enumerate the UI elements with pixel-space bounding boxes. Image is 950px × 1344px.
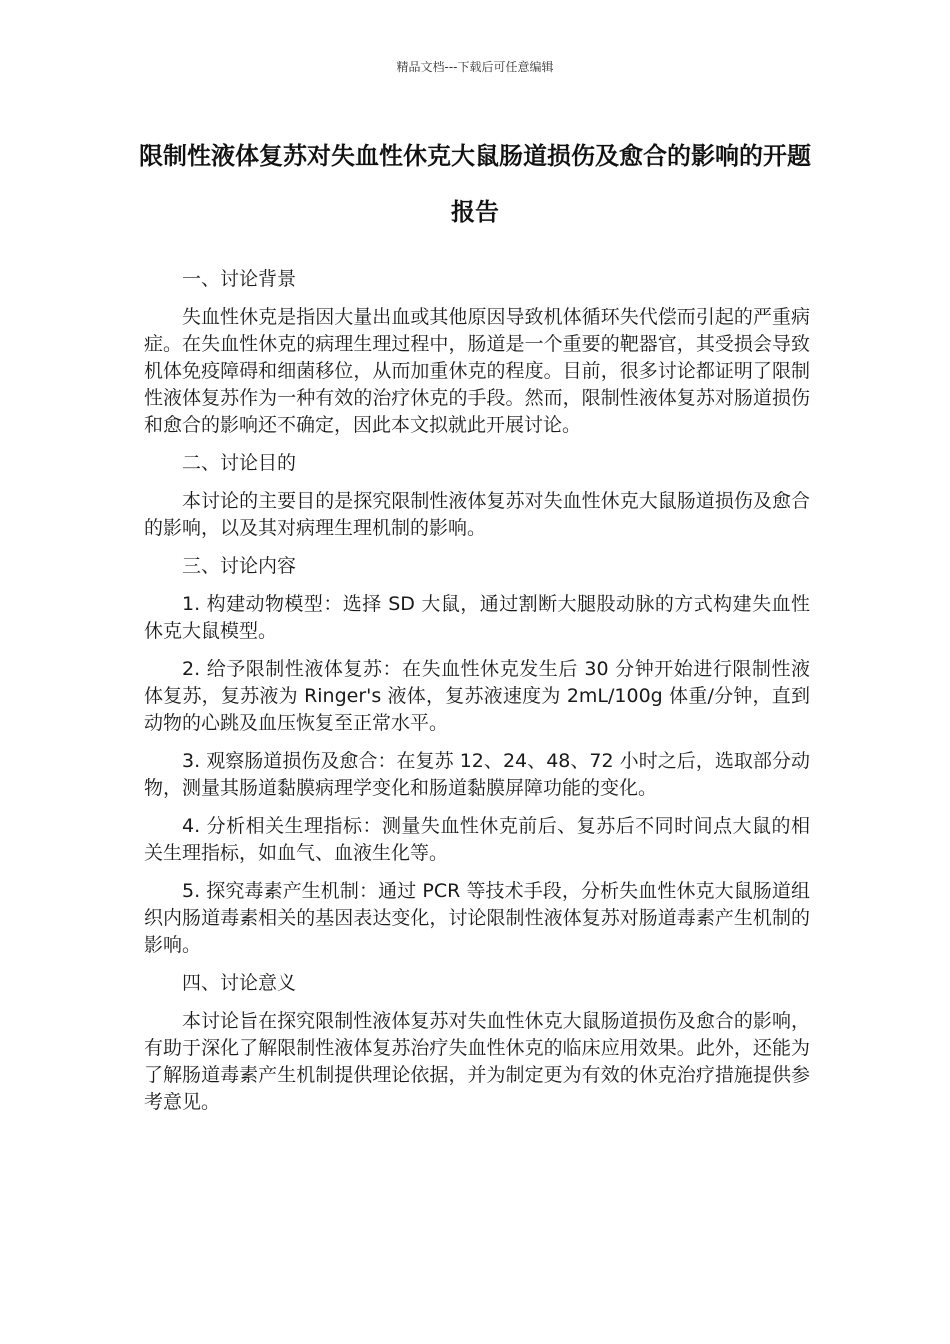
content-item-1: 1. 构建动物模型：选择 SD 大鼠，通过割断大腿股动脉的方式构建失血性休克大鼠模型。 [144,593,810,642]
section-heading-significance: 四、讨论意义 [182,972,297,994]
header-note: 精品文档---下载后可任意编辑 [396,60,554,74]
section-heading-background: 一、讨论背景 [182,268,297,290]
content-item-5: 5. 探究毒素产生机制：通过 PCR 等技术手段，分析失血性休克大鼠肠道组织内肠道毒素相关的基因表达变化，讨论限制性液体复苏对肠道毒素产生机制的影响。 [144,880,810,956]
paragraph-significance: 本讨论旨在探究限制性液体复苏对失血性休克大鼠肠道损伤及愈合的影响，有助于深化了解限制性液体复苏治疗失血性休克的临床应用效果。此外，还能为了解肠道毒素产生机制提供理论依据，并为制定更为有效的休克治疗措施提供参考意见。 [144,1010,810,1113]
document-title: 限制性液体复苏对失血性休克大鼠肠道损伤及愈合的影响的开题报告 [139,142,811,226]
content-item-2: 2. 给予限制性液体复苏：在失血性休克发生后 30 分钟开始进行限制性液体复苏，复苏液为 Ringer's 液体，复苏液速度为 2mL/100g 体重/分钟，直到动物的心跳及血压恢复至正常水平。 [144,658,810,734]
content-item-4: 4. 分析相关生理指标：测量失血性休克前后、复苏后不同时间点大鼠的相关生理指标，如血气、血液生化等。 [144,815,810,864]
section-heading-purpose: 二、讨论目的 [182,452,297,474]
section-heading-content: 三、讨论内容 [182,555,297,577]
document-body [144,266,810,1127]
content-item-3: 3. 观察肠道损伤及愈合：在复苏 12、24、48、72 小时之后，选取部分动物，测量其肠道黏膜病理学变化和肠道黏膜屏障功能的变化。 [144,750,810,799]
paragraph-background: 失血性休克是指因大量出血或其他原因导致机体循环失代偿而引起的严重病症。在失血性休克的病理生理过程中，肠道是一个重要的靶器官，其受损会导致机体免疫障碍和细菌移位，从而加重休克的程度。目前，很多讨论都证明了限制性液体复苏作为一种有效的治疗休克的手段。然而，限制性液体复苏对肠道损伤和愈合的影响还不确定，因此本文拟就此开展讨论。 [144,306,810,436]
paragraph-purpose: 本讨论的主要目的是探究限制性液体复苏对失血性休克大鼠肠道损伤及愈合的影响，以及其对病理生理机制的影响。 [144,490,810,539]
